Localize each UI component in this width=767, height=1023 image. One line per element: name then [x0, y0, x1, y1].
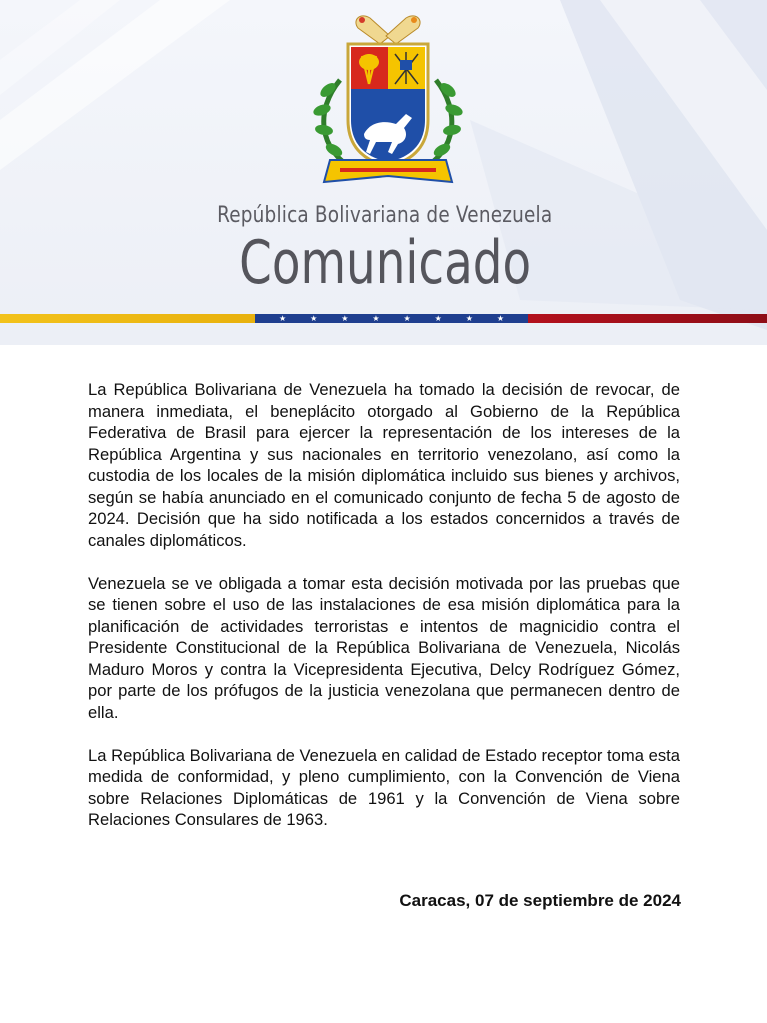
star-icon: ★: [434, 314, 442, 323]
communique-body: [88, 379, 680, 852]
star-icon: ★: [403, 314, 411, 323]
place-date-signature: Caracas, 07 de septiembre de 2024: [399, 891, 681, 910]
star-icon: ★: [310, 314, 318, 323]
paragraph-3: La República Bolivariana de Venezuela en calidad de Estado receptor toma esta medida de conformidad, y pleno cumplimiento, con la Convención de Viena sobre Relaciones Diplomáticas de 1961 y la Convención de Viena sobre Relaciones Consulares de 1963.: [88, 745, 680, 829]
star-icon: ★: [341, 314, 349, 323]
star-icon: ★: [465, 314, 473, 323]
flag-stripe: [0, 314, 767, 323]
header-banner: [0, 0, 767, 345]
star-icon: ★: [496, 314, 504, 323]
stripe-yellow: [0, 314, 255, 323]
paragraph-1: La República Bolivariana de Venezuela ha tomado la decisión de revocar, de manera inmediata, el beneplácito otorgado al Gobierno de la República Federativa de Brasil para ejercer la representación de los intereses de la República Argentina y sus nacionales en territorio venezolano, así como la custodia de los locales de la misión diplomática incluido sus bienes y archivos, según se había anunciado en el comunicado conjunto de fecha 5 de agosto de 2024. Decisión que ha sido notificada a los estados concernidos a través de canales diplomáticos.: [88, 380, 680, 550]
paragraph-2: Venezuela se ve obligada a tomar esta decisión motivada por las pruebas que se tienen sobre el uso de las instalaciones de esa misión diplomática para la planificación de actividades terroristas e intentos de magnicidio contra el Presidente Constitucional de la República Bolivariana de Venezuela, Nicolás Maduro Moros y contra la Vicepresidenta Ejecutiva, Delcy Rodríguez Gómez, por parte de los prófugos de la justicia venezolana que permanecen dentro de ella.: [88, 573, 680, 722]
header-subtitle: República Bolivariana de Venezuela: [217, 203, 553, 228]
star-icon: ★: [278, 314, 287, 323]
stripe-red: [528, 314, 767, 323]
star-icon: ★: [372, 314, 380, 323]
coat-of-arms-icon: [300, 10, 476, 196]
stripe-blue: [255, 314, 528, 323]
page-title: Comunicado: [239, 228, 532, 298]
